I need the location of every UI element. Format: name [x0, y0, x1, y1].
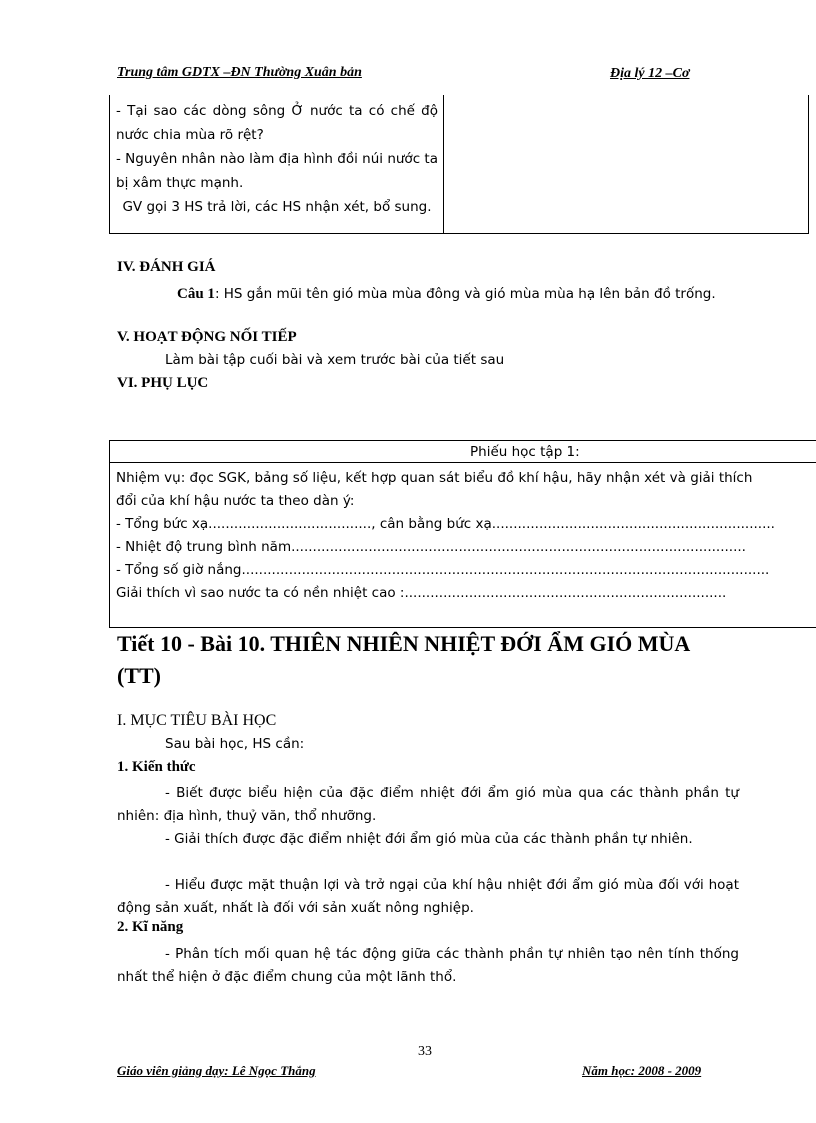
worksheet-line-4: - Nhiệt độ trung bình năm..........................................................................................................: [116, 539, 746, 555]
table-divider: [443, 95, 444, 233]
question-1: [117, 283, 739, 306]
table-cell: [116, 99, 438, 219]
worksheet-line-5: - Tổng số giờ nắng...........................................................................................................................: [116, 562, 770, 578]
worksheet-line-1: Nhiệm vụ: đọc SGK, bảng số liệu, kết hợp quan sát biểu đồ khí hậu, hãy nhận xét và giải thích: [116, 470, 753, 486]
skills-item-1: - Phân tích mối quan hệ tác động giữa các thành phần tự nhiên tạo nên tính thống nhất thể hiện ở đặc điểm chung của một lãnh thổ.: [117, 946, 739, 985]
section-heading-evaluation: IV. ĐÁNH GIÁ: [117, 259, 216, 275]
section-heading-followup: V. HOẠT ĐỘNG NỐI TIẾP: [117, 329, 297, 345]
activity-table: [109, 95, 809, 234]
followup-text: Làm bài tập cuối bài và xem trước bài của tiết sau: [165, 352, 505, 368]
worksheet-title-row: [110, 441, 816, 463]
table-line-1: - Tại sao các dòng sông Ở nước ta có chế độ nước chia mùa rõ rệt?: [116, 103, 438, 143]
page-number: 33: [418, 1044, 432, 1059]
footer-school-year: Năm học: 2008 - 2009: [582, 1063, 702, 1078]
objectives-heading: I. MỤC TIÊU BÀI HỌC: [117, 712, 277, 729]
table-line-2: - Nguyên nhân nào làm địa hình đồi núi nước ta bị xâm thực mạnh.: [116, 151, 438, 191]
knowledge-heading: 1. Kiến thức: [117, 759, 196, 775]
knowledge-item-1: - Biết được biểu hiện của đặc điểm nhiệt đới ẩm gió mùa qua các thành phần tự nhiên: địa hình, thuỷ văn, thổ nhưỡng.: [117, 785, 739, 824]
knowledge-item-3: - Hiểu được mặt thuận lợi và trở ngại của khí hậu nhiệt đới ẩm gió mùa đối với hoạt động sản xuất, nhất là đối với sản xuất nông nghiệp.: [117, 877, 739, 916]
header-left: Trung tâm GDTX –ĐN Thường Xuân bản: [117, 65, 362, 80]
worksheet-box: [109, 440, 816, 628]
question-text: : HS gắn mũi tên gió mùa mùa đông và gió mùa mùa hạ lên bản đồ trống.: [214, 286, 716, 302]
worksheet-line-2: đổi của khí hậu nước ta theo dàn ý:: [116, 493, 355, 509]
worksheet-title: Phiếu học tập 1:: [470, 444, 580, 460]
question-label: Câu 1: [177, 286, 215, 302]
worksheet-line-6: Giải thích vì sao nước ta có nền nhiệt cao :...........................................................................: [116, 585, 727, 601]
footer-teacher: Giáo viên giảng dạy: Lê Ngọc Thắng: [117, 1063, 316, 1078]
header-right: Địa lý 12 –Cơ: [610, 66, 690, 81]
knowledge-item-2: - Giải thích được đặc điểm nhiệt đới ẩm gió mùa của các thành phần tự nhiên.: [165, 831, 693, 847]
lesson-title: Tiết 10 - Bài 10. THIÊN NHIÊN NHIỆT ĐỚI ẨM GIÓ MÙA (TT): [117, 631, 690, 688]
worksheet-body: [116, 467, 816, 605]
table-line-3: GV gọi 3 HS trả lời, các HS nhận xét, bổ sung.: [122, 199, 432, 215]
skills-heading: 2. Kĩ năng: [117, 919, 184, 935]
objectives-intro: Sau bài học, HS cần:: [165, 736, 305, 752]
section-heading-appendix: VI. PHỤ LỤC: [117, 375, 209, 391]
worksheet-line-3: - Tổng bức xạ......................................, cân bằng bức xạ..................................................................: [116, 516, 775, 532]
